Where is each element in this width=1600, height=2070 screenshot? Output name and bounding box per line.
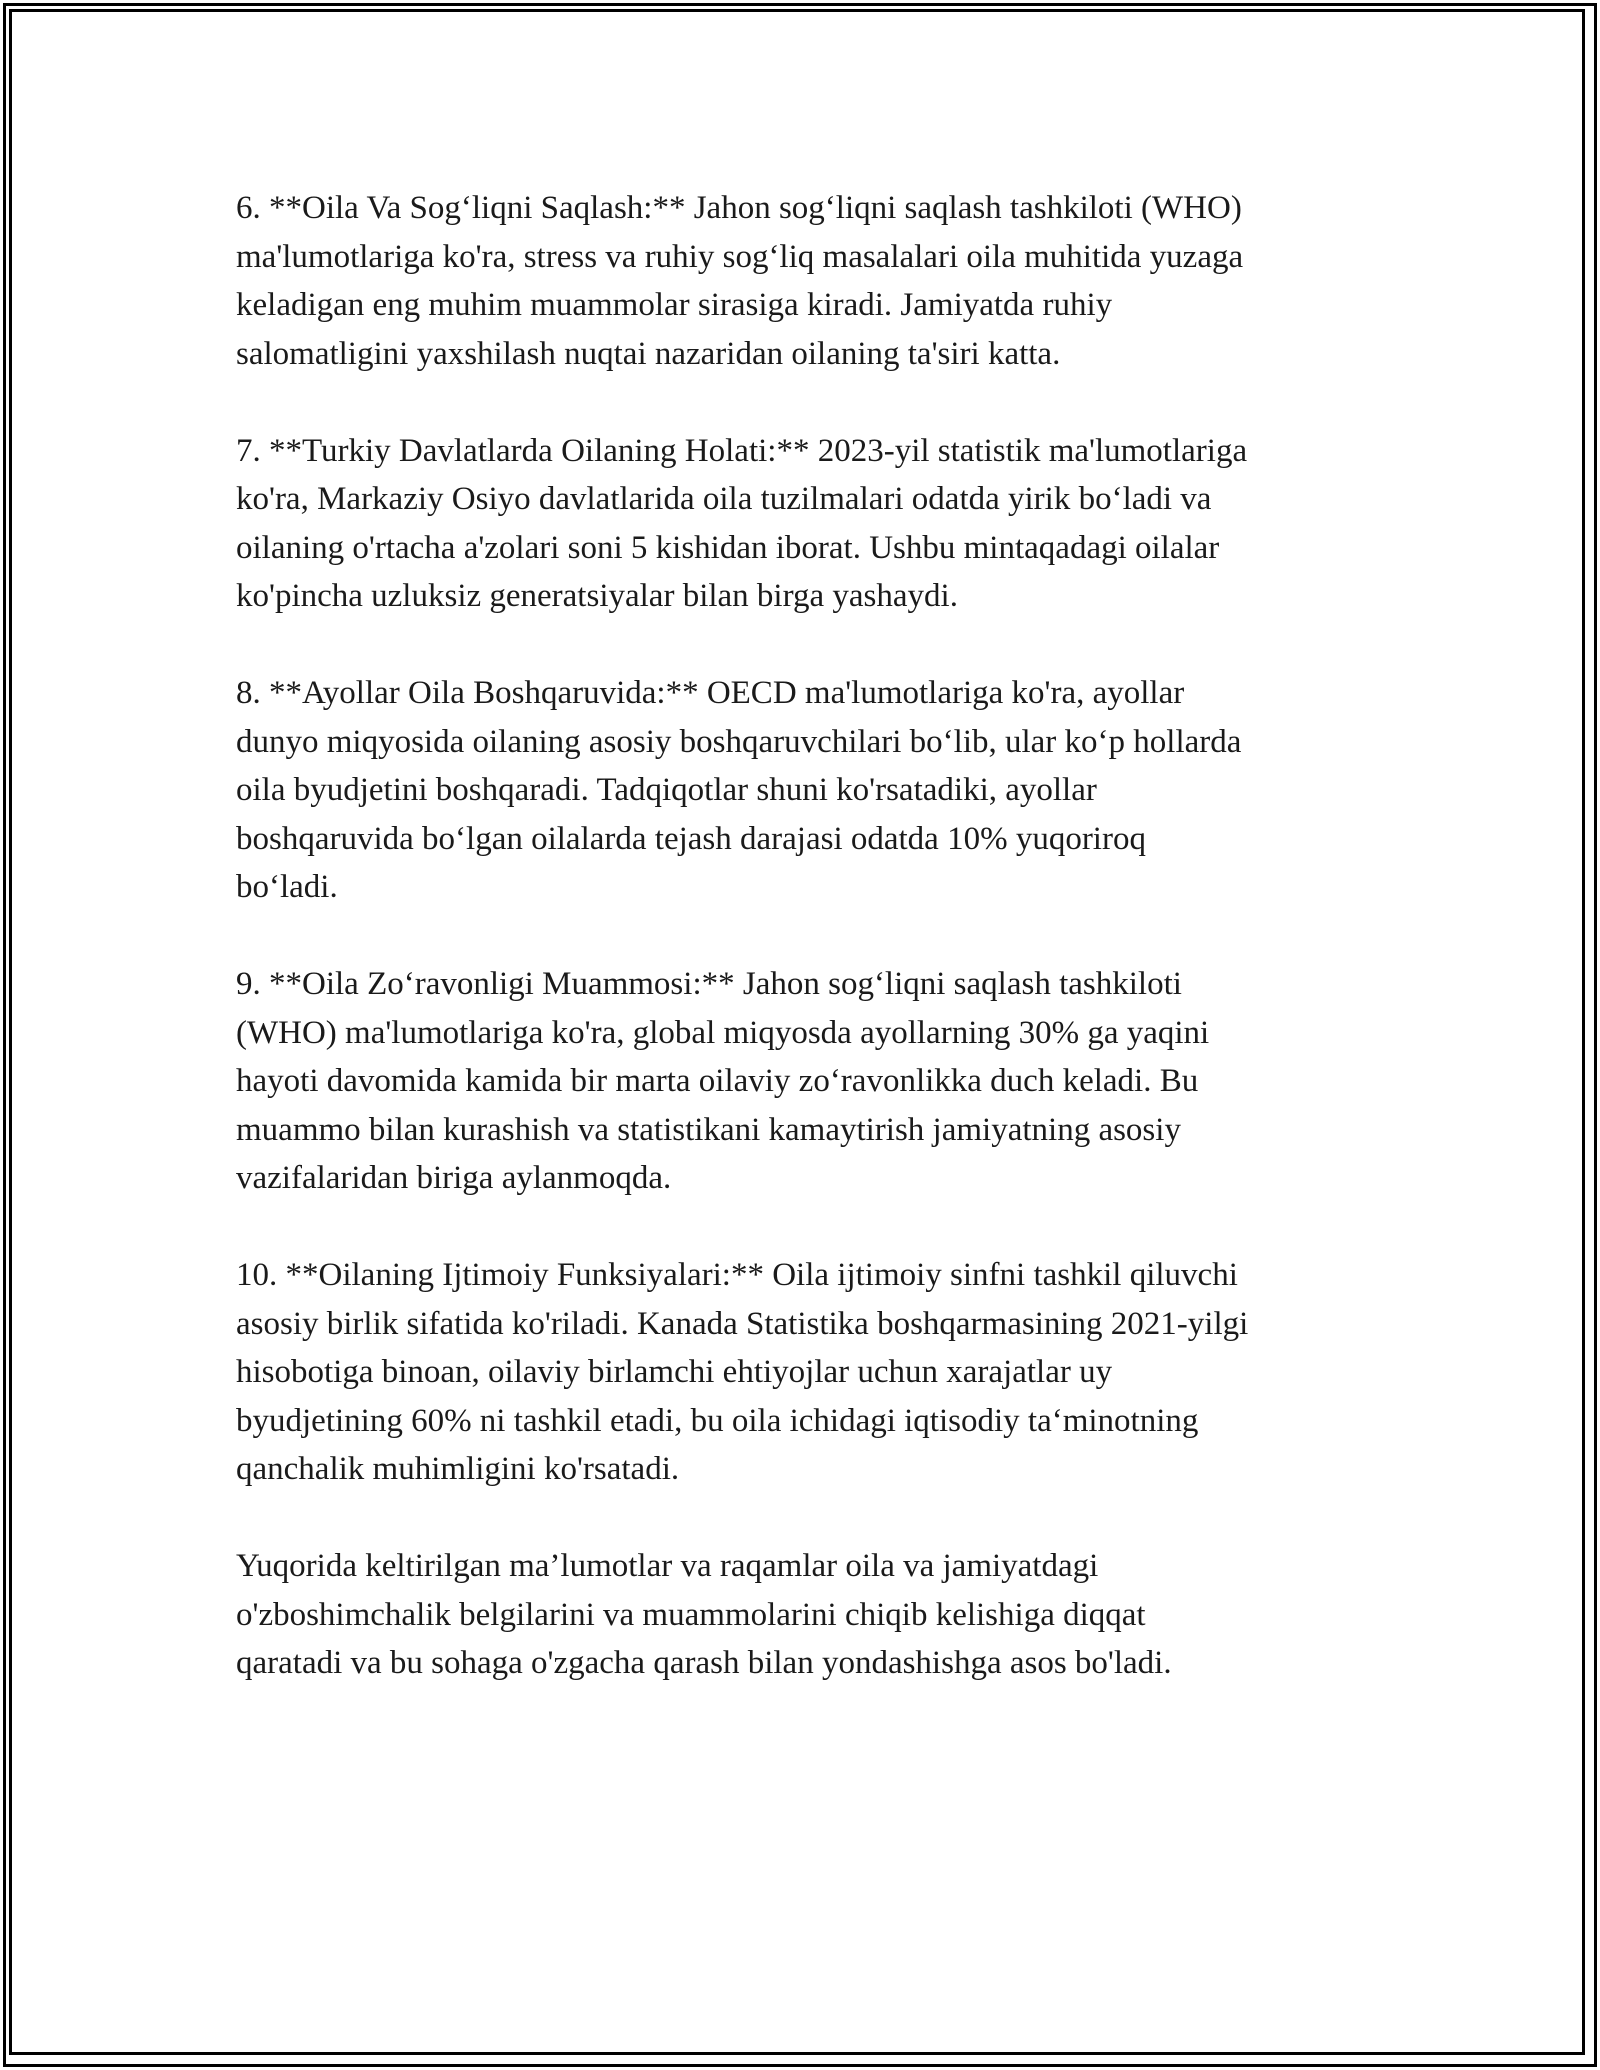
- paragraph-family-social-functions: 10. **Oilaning Ijtimoiy Funksiyalari:** Oila ijtimoiy sinfni tashkil qiluvchi asosiy birlik sifatida ko'riladi. Kanada Statistika boshqarmasining 2021-yilgi hisobotiga binoan, oilaviy birlamchi ehtiyojlar uchun xarajatlar uy byudjetining 60% ni tashkil etadi, bu oila ichidagi iqtisodiy ta‘minotning qanchalik muhimligini ko'rsatadi.: [236, 1257, 1249, 1487]
- document-body: [236, 184, 1416, 1736]
- paragraph-family-violence: 9. **Oila Zo‘ravonligi Muammosi:** Jahon sog‘liqni saqlash tashkiloti (WHO) ma'lumotlariga ko'ra, global miqyosda ayollarning 30% ga yaqini hayoti davomida kamida bir marta oilaviy zo‘ravonlikka duch keladi. Bu muammo bilan kurashish va statistikani kamaytirish jamiyatning asosiy vazifalaridan biriga aylanmoqda.: [236, 966, 1210, 1196]
- paragraph-conclusion: Yuqorida keltirilgan ma’lumotlar va raqamlar oila va jamiyatdagi o'zboshimchalik belgilarini va muammolarini chiqib kelishiga diqqat qaratadi va bu sohaga o'zgacha qarash bilan yondashishga asos bo'ladi.: [236, 1548, 1172, 1681]
- paragraph-turkic-family-status: 7. **Turkiy Davlatlarda Oilaning Holati:** 2023-yil statistik ma'lumotlariga ko'ra, Markaziy Osiyo davlatlarida oila tuzilmalari odatda yirik bo‘ladi va oilaning o'rtacha a'zolari soni 5 kishidan iborat. Ushbu mintaqadagi oilalar ko'pincha uzluksiz generatsiyalar bilan birga yashaydi.: [236, 432, 1248, 614]
- paragraph-family-health: 6. **Oila Va Sog‘liqni Saqlash:** Jahon sog‘liqni saqlash tashkiloti (WHO) ma'lumotlariga ko'ra, stress va ruhiy sog‘liq masalalari oila muhitida yuzaga keladigan eng muhim muammolar sirasiga kiradi. Jamiyatda ruhiy salomatligini yaxshilash nuqtai nazaridan oilaning ta'siri katta.: [236, 190, 1244, 372]
- paragraph-women-family-management: 8. **Ayollar Oila Boshqaruvida:** OECD ma'lumotlariga ko'ra, ayollar dunyo miqyosida oilaning asosiy boshqaruvchilari bo‘lib, ular ko‘p hollarda oila byudjetini boshqaradi. Tadqiqotlar shuni ko'rsatadiki, ayollar boshqaruvida bo‘lgan oilalarda tejash darajasi odatda 10% yuqoriroq bo‘ladi.: [236, 675, 1242, 905]
